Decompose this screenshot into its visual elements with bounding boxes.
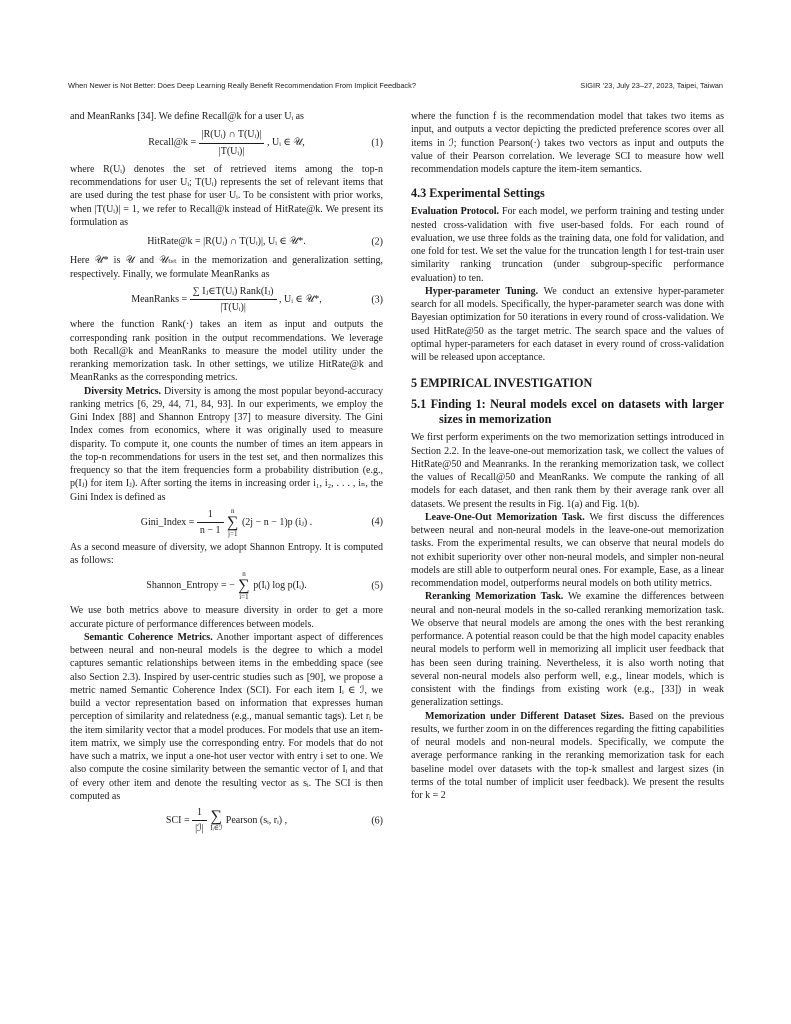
paragraph: We use both metrics above to measure diversity in order to get a more accurate picture of performance differences between models.: [70, 605, 383, 630]
equation-number: (6): [371, 815, 383, 827]
summation-upper: n: [231, 506, 235, 515]
paragraph-body: Another important aspect of differences between neural and non-neural models is the degree to which a model captures semantic relationships between items in the embedding space (see also Section 2.3). Inspired by user-centric studies such as [90], we propose a metric named Semantic Coherence Index (SCI). For each item Iᵢ ∈ ℐ, we build a vector representation based on information that expresses human perception of similarity and relatedness (e.g., manual semantic tags). Let rᵢ be the item similarity vector that a model produces. For models that use an item-item matrix, we simply use the corresponding entry. For models that do not have such a matrix, we input a one-hot user vector with entry i set to one. We also compute the cosine similarity between the semantic vector of Iᵢ and that of every other item and denote the resulting vector as sᵢ. The SCI is then computed as: [70, 631, 383, 802]
fraction: [190, 285, 277, 315]
paragraph-heading: Leave-One-Out Memorization Task.: [425, 511, 585, 523]
paragraph-dataset-sizes: [411, 710, 724, 803]
running-header-venue: SIGIR ’23, July 23–27, 2023, Taipei, Taiwan: [580, 81, 723, 90]
equation-tail: , Uᵢ ∈ 𝒰,: [266, 137, 305, 149]
summation-lower: Iᵢ∈ℐ: [210, 824, 223, 833]
section-heading-4-3: 4.3 Experimental Settings: [411, 186, 545, 201]
fraction-numerator: |R(Uᵢ) ∩ T(Uᵢ)|: [199, 128, 265, 143]
fraction-denominator: |T(Uᵢ)|: [218, 145, 245, 157]
paragraph-body: We first discuss the differences between neural and non-neural models in the leave-one-out memorization tasks. From the experimental results, we can observe that neural models do not exhibit superiority over other non-neural models, and simpler non-neural models are still able to outperform neural ones. For example, Ease, as a linear recommendation model, outperforms neural models on both utility metrics.: [411, 511, 724, 589]
equation-number: (1): [371, 137, 383, 149]
equation-tail: (2j − n − 1)p (iⱼ) .: [241, 516, 313, 528]
paragraph-heading: Evaluation Protocol.: [411, 206, 500, 218]
equation-lhs: Recall@k =: [148, 137, 197, 149]
paragraph: and MeanRanks [34]. We define Recall@k for a user Uᵢ as: [70, 111, 304, 122]
equation-body: HitRate@k = |R(Uᵢ) ∩ T(Uᵢ)|, Uᵢ ∈ 𝒰*.: [147, 236, 306, 247]
fraction: [192, 806, 207, 836]
equation-number: (5): [371, 580, 383, 592]
paragraph-heading: Memorization under Different Dataset Sizes.: [425, 710, 625, 722]
equation-4: [70, 507, 383, 538]
paragraph: As a second measure of diversity, we adopt Shannon Entropy. It is computed as follows:: [70, 541, 383, 566]
summation: [210, 809, 222, 832]
equation-lhs: Gini_Index =: [140, 516, 195, 528]
fraction: [197, 508, 224, 538]
sigma-symbol: ∑: [227, 513, 239, 531]
equation-number: (2): [371, 236, 383, 247]
paragraph-body: Based on the previous results, we further zoom in on the differences regarding the fitting capabilities of neural models and non-neural models. Specifically, we compute the average performance ranking in the reranking memorization task for each baseline model over datasets with the top-k smallest and largest sizes (in terms of the total number of implicit user feedback). We present the results for k = 2: [411, 710, 725, 801]
running-header-title: When Newer is Not Better: Does Deep Learning Really Benefit Recommendation From Implicit Feedback?: [68, 81, 416, 90]
summation: [238, 570, 249, 601]
fraction-denominator: |ℐ|: [195, 823, 204, 835]
fraction-denominator: n − 1: [199, 524, 221, 536]
paragraph: Here 𝒰* is 𝒰 and 𝒰ₜₛₜ in the memorization and generalization setting, respectively. Finally, we formulate MeanRanks as: [70, 255, 383, 280]
equation-3: [70, 285, 383, 315]
fraction-numerator: ∑ Iⱼ∈T(Uᵢ) Rank(Iⱼ): [190, 285, 277, 300]
summation: [227, 507, 238, 538]
paragraph-evaluation: [411, 205, 724, 285]
section-heading-5: 5 EMPIRICAL INVESTIGATION: [411, 376, 593, 391]
equation-lhs: SCI =: [165, 815, 190, 827]
paragraph: where the function f is the recommendation model that takes two items as input, and outputs a vector depicting the predicted preference scores over all items in ℐ; function Pearson(·) takes two vectors as input and outputs the value of their Pearson correlation. We leverage SCI to measure how well recommendation models capture the item-item semantics.: [411, 111, 724, 175]
paragraph-heading: Semantic Coherence Metrics.: [84, 631, 213, 643]
paragraph-body: We conduct an extensive hyper-parameter search for all models. Specifically, the hyper-parameter search was done with Bayesian optimization for 50 iterations in every round of cross-validation. We used HitRate@50 as the target metric. The search space and the values of optimal hyper-parameters for each dataset in every round of cross-validation will be released upon acceptance.: [411, 285, 724, 363]
paragraph-body: For each model, we perform training and testing under nested cross-validation with five user-based folds. For each round of evaluation, we use three folds as the training data, one fold for validation, and one fold for test. We set the value for the truncation length l for test-train user similarity ranking truncation (under subgroup-specific performance evaluation) to ten.: [411, 206, 724, 284]
paragraph: where R(Uᵢ) denotes the set of retrieved items among the top-n recommendations for user Uᵢ; T(Uᵢ) represents the set of relevant items that are used during the test phase for user Uᵢ. To be consistent with prior works, when |T(Uᵢ)| = 1, we refer to Recall@k instead of HitRate@k. We present its formulation as: [70, 163, 383, 228]
equation-5: [70, 570, 383, 601]
equation-lhs: MeanRanks =: [131, 293, 188, 305]
paragraph-hyperparameter: [411, 285, 724, 365]
paragraph-semantic: [70, 631, 383, 803]
sigma-symbol: ∑: [238, 577, 250, 595]
section-heading-5-1: 5.1 Finding 1: Neural models excel on datasets with larger sizes in memorization: [411, 397, 724, 427]
paragraph-leave-one-out: [411, 511, 724, 591]
paragraph-diversity: [70, 385, 383, 504]
equation-tail: Pearson (sᵢ, rᵢ) ,: [225, 815, 288, 827]
paragraph-reranking: [411, 590, 724, 709]
fraction-numerator: 1: [192, 806, 207, 821]
summation-lower: j=1: [228, 529, 238, 538]
paragraph-heading: Hyper-parameter Tuning.: [425, 285, 539, 297]
equation-6: [70, 806, 383, 836]
equation-tail: , Uᵢ ∈ 𝒰*,: [279, 293, 322, 305]
sigma-symbol: ∑: [210, 808, 222, 826]
paragraph: where the function Rank(·) takes an item as input and outputs the corresponding rank position in the output recommendations. We leverage both Recall@k and MeanRanks to measure the model utility under the reranking memorization task. In other settings, we utilize HitRate@k and MeanRanks as the corresponding metrics.: [70, 319, 383, 384]
paragraph-heading: Reranking Memorization Task.: [425, 591, 564, 603]
fraction-numerator: 1: [197, 508, 224, 523]
equation-1: [70, 128, 383, 158]
paragraph-body: Diversity is among the most popular beyond-accuracy ranking metrics [6, 29, 44, 71, 84, 93]. In our experiments, we employ the Gini Index [88] and Shannon Entropy [37] to measure diversity. The Gini Index comes from economics, where it was originally used to measure disparity. To compute it, one counts the number of times an item appears in the top-n recommendations for users in the test set, and then normalizes this frequency so that the item frequencies form a probability distribution (e.g., p(Iⱼ) for item Iⱼ). After sorting the items in increasing order i₁, i₂, . . . , iₙ, the Gini Index is defined as: [70, 385, 383, 503]
equation-lhs: Shannon_Entropy = −: [146, 580, 235, 592]
right-column: [411, 110, 724, 802]
equation-2: [70, 235, 383, 248]
fraction-denominator: |T(Uᵢ)|: [220, 302, 246, 313]
equation-number: (4): [371, 516, 383, 528]
left-column: [70, 110, 383, 839]
equation-number: (3): [371, 293, 383, 305]
equation-tail: p(Iᵢ) log p(Iᵢ).: [253, 580, 307, 592]
paragraph-body: We examine the differences between neural and non-neural models in the so-called reranking memorization task. We observe that neural models are among the ones with the best reranking performance. A potential reason could be that the high model capacity enables neural models to perform well in memorizing all implicit user feedback that has been seen during training. Nevertheless, it is also worth noting that several non-neural models also perform well, e.g., linear models, which is consistent with the findings from existing work (e.g., [33]) in weak generalization settings.: [411, 591, 724, 709]
fraction: [199, 128, 265, 158]
summation-upper: n: [242, 570, 246, 579]
summation-lower: i=1: [239, 593, 249, 602]
paragraph: We first perform experiments on the two memorization settings introduced in Section 2.2. In the leave-one-out memorization task, we collect the values of HitRate@50 and Meanranks. In the reranking memorization task, we collect the values of Recall@50 and MeanRanks. We compute the ranking of all models for each dataset, and then rank them by their average rank over all datasets. We present the results in Fig. 1(a) and Fig. 1(b).: [411, 432, 724, 510]
paragraph-heading: Diversity Metrics.: [84, 385, 162, 397]
